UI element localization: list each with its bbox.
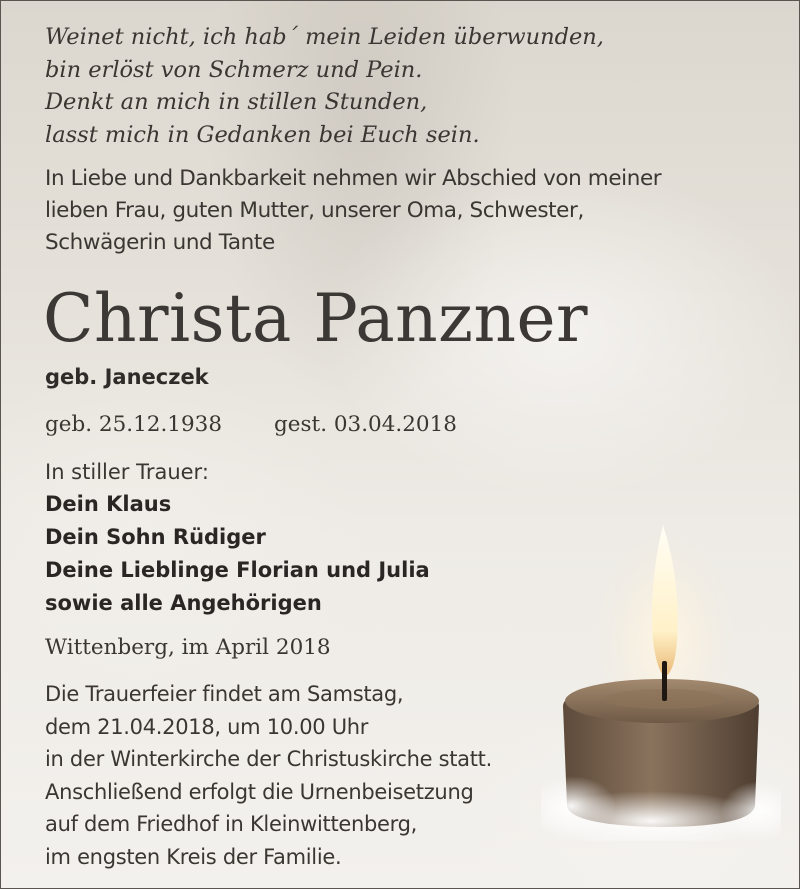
service-line: auf dem Friedhof in Kleinwittenberg, [45,812,418,836]
birth-date: geb. 25.12.1938 [45,412,223,437]
mourner-name: Deine Lieblinge Florian und Julia [45,558,430,582]
mourner-name: sowie alle Angehörigen [45,591,322,615]
mourners-label: In stiller Trauer: [45,460,209,484]
service-line: im engsten Kreis der Familie. [45,844,342,869]
candle-icon [541,521,781,841]
poem-line: Weinet nicht, ich hab´ mein Leiden überwunden, [45,24,604,50]
service-line: in der Winterkirche der Christuskirche statt. [45,747,492,771]
intro-text [45,163,661,259]
life-dates [45,410,457,440]
service-line: Anschließend erfolgt die Urnenbeisetzung [45,779,474,804]
mourners-list [45,488,430,620]
service-details [45,678,492,873]
poem-line: lasst mich in Gedanken bei Euch sein. [45,121,480,148]
death-date: gest. 03.04.2018 [274,412,457,437]
poem [45,21,604,151]
intro-line: lieben Frau, guten Mutter, unserer Oma, Schwester, [45,198,584,223]
mourner-name: Dein Sohn Rüdiger [45,525,266,549]
service-line: dem 21.04.2018, um 10.00 Uhr [45,714,369,739]
poem-line: bin erlöst von Schmerz und Pein. [45,56,423,83]
service-line: Die Trauerfeier findet am Samstag, [45,682,404,706]
intro-line: In Liebe und Dankbarkeit nehmen wir Abschied von meiner [45,166,662,191]
intro-line: Schwägerin und Tante [45,230,275,255]
place-and-date: Wittenberg, im April 2018 [45,635,331,660]
maiden-name: geb. Janeczek [45,365,209,389]
mourner-name: Dein Klaus [45,492,172,516]
deceased-name: Christa Panzner [43,280,589,357]
poem-line: Denkt an mich in stillen Stunden, [45,89,428,115]
